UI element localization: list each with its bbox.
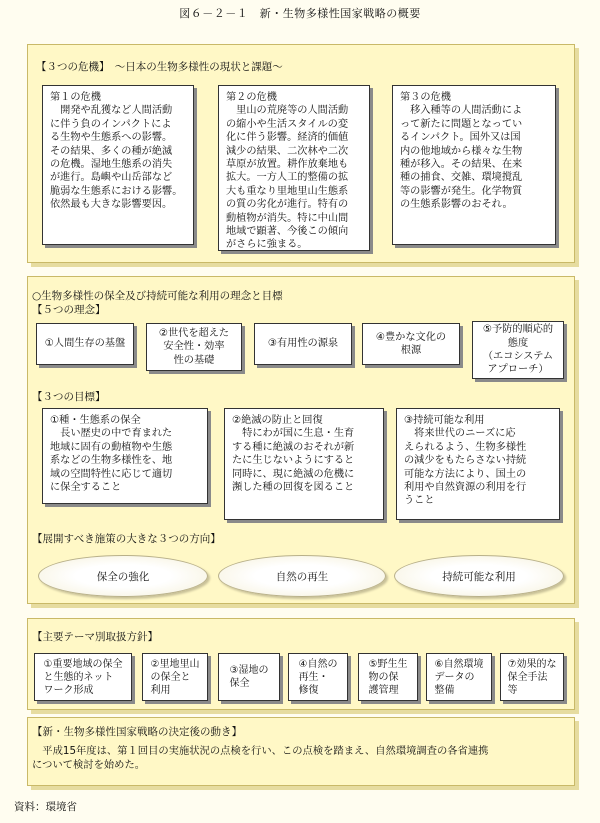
crises-heading: 【３つの危機】 ～日本の生物多様性の現状と課題～ xyxy=(36,61,283,73)
theme-box-3: ③湿地の 保全 xyxy=(218,653,280,701)
directions-heading: 【展開すべき施策の大きな３つの方向】 xyxy=(32,533,221,545)
concept-box-3: ③有用性の源泉 xyxy=(254,323,352,365)
principles-heading: ○生物多様性の保全及び持続可能な利用の理念と目標 xyxy=(32,290,283,302)
crises-panel xyxy=(27,44,575,263)
direction-restoration: 自然の再生 xyxy=(218,555,386,597)
crisis-box-3 xyxy=(392,85,556,245)
concepts-heading: 【５つの理念】 xyxy=(32,304,106,316)
goal-box-3 xyxy=(396,408,560,520)
concept-box-1: ①人間生存の基盤 xyxy=(36,323,134,365)
theme-box-4: ④自然の 再生・ 修復 xyxy=(288,653,348,701)
goal-text: 長い歴史の中で育まれた 地域に固有の動植物や生態 系などの生物多様性を、地 域の空間特性に応じて適切 に保全すること xyxy=(50,428,173,494)
theme-box-6: ⑥自然環境 データの 整備 xyxy=(426,653,492,701)
crisis-box-2 xyxy=(218,85,370,251)
goal-box-1 xyxy=(42,408,208,504)
direction-sustainable-use: 持続可能な利用 xyxy=(394,555,564,597)
theme-box-7: ⑦効果的な 保全手法 等 xyxy=(500,653,564,701)
goal-title: ①種・生態系の保全 xyxy=(50,415,141,426)
goal-title: ③持続可能な利用 xyxy=(404,415,485,426)
goal-text: 特にわが国に生息・生育 する種に絶滅のおそれが新 たに生じないようにすると 同時に、現に絶滅の危機に 瀕した種の回復を図ること xyxy=(232,428,355,494)
concept-box-2: ②世代を超えた 安全性・効率 性の基礎 xyxy=(146,323,242,371)
crisis-title: 第２の危機 xyxy=(226,92,277,103)
decision-text: 平成15年度は、第１回目の実施状況の点検を行い、この点検を踏まえ、自然環境調査の各省連携 について検討を始めた。 xyxy=(32,745,489,771)
crisis-text: 移入種等の人間活動によ って新たに問題となってい るインパクト。国外又は国 内の他地域から様々な生物 種が移入。その結果、在来 種の捕食、交雑、環境撹乱 等の影響が発生。化学物質 の生態系影響のおそれ。 xyxy=(400,105,523,211)
figure-title: 図６－２－１ 新・生物多様性国家戦略の概要 xyxy=(179,7,421,20)
themes-panel xyxy=(27,618,575,710)
crisis-title: 第３の危機 xyxy=(400,92,451,103)
source-note: 資料：環境省 xyxy=(14,801,77,813)
crisis-text: 開発や乱獲など人間活動 に伴う負のインパクトによ る生物や生態系への影響。 その結果、多くの種が絶滅 の危機。湿地生態系の消失 が進行。島嶼や山岳部など 脆弱な生態系における影響。 依然最も大きな影響要因。 xyxy=(50,105,183,211)
decision-panel xyxy=(27,717,575,786)
direction-conservation: 保全の強化 xyxy=(38,555,208,597)
concept-box-4: ④豊かな文化の 根源 xyxy=(362,323,460,365)
goal-text: 将来世代のニーズに応 えられるよう、生物多様性 の減少をもたらさない持続 可能な方法により、国土の 利用や自然資源の利用を行 うこと xyxy=(404,428,527,507)
goal-title: ②絶滅の防止と回復 xyxy=(232,415,323,426)
theme-box-1: ①重要地域の保全 と生態的ネット ワーク形成 xyxy=(34,653,132,701)
crisis-text: 里山の荒廃等の人間活動 の縮小や生活スタイルの変 化に伴う影響。経済的価値 減少の結果、二次林や二次 草原が放置。耕作放棄地も 拡大。一方人工的整備の拡 大も重なり里地里山生態系 の質の劣化が進行。特有の 動植物が消失。特に中山間 地域で顕著、今後この傾向 がさらに強まる。 xyxy=(226,105,349,251)
decision-heading: 【新・生物多様性国家戦略の決定後の動き】 xyxy=(32,726,242,738)
theme-box-5: ⑤野生生 物の保 護管理 xyxy=(358,653,418,701)
concept-box-5: ⑤予防的順応的 態度 （エコシステム アプローチ） xyxy=(472,321,564,379)
crisis-box-1 xyxy=(42,85,194,245)
goals-heading: 【３つの目標】 xyxy=(32,391,106,403)
theme-box-2: ②里地里山 の保全と 利用 xyxy=(142,653,208,701)
crisis-title: 第１の危機 xyxy=(50,92,101,103)
goal-box-2 xyxy=(224,408,384,520)
principles-panel xyxy=(27,276,575,604)
themes-heading: 【主要テーマ別取扱方針】 xyxy=(32,631,158,643)
